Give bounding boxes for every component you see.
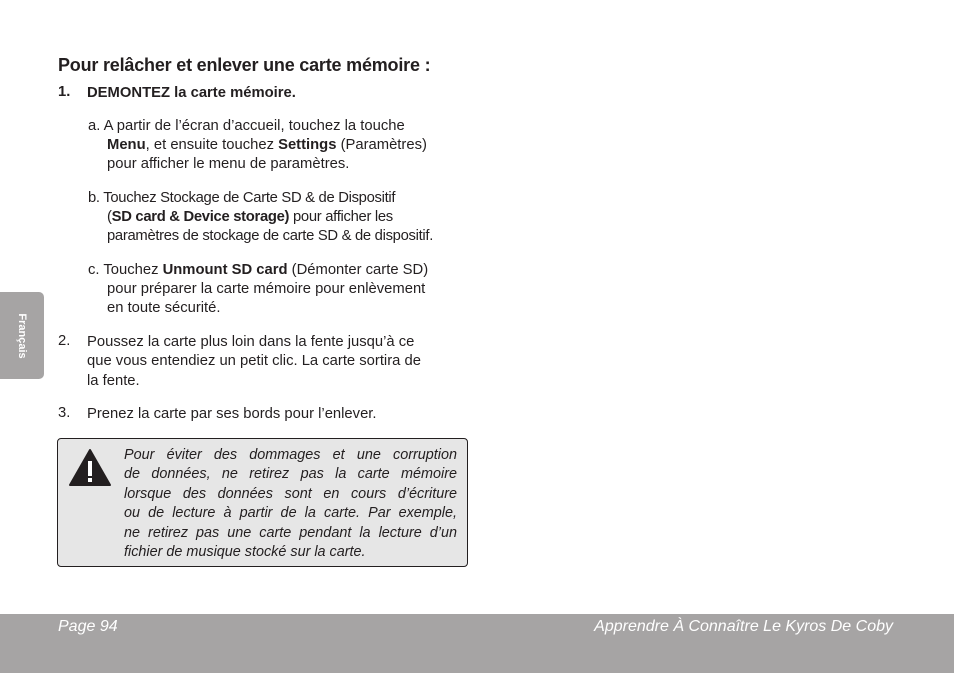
substep-a-line-1: a. A partir de l’écran d’accueil, touchez la touche bbox=[88, 118, 405, 134]
step-1-number: 1. bbox=[58, 84, 71, 100]
language-tab bbox=[0, 292, 44, 379]
step-1-text: DEMONTEZ la carte mémoire. bbox=[87, 85, 296, 101]
warning-line-2: de données, ne retirez pas la carte mémoire bbox=[124, 466, 457, 483]
substep-b-line-1: b. Touchez Stockage de Carte SD & de Dispositif bbox=[88, 190, 396, 206]
settings-keyword: Settings bbox=[278, 137, 337, 153]
warning-line-1: Pour éviter des dommages et une corruption bbox=[124, 447, 457, 463]
substep-a-line-2-text: , et ensuite touchez bbox=[145, 137, 279, 153]
substep-c-line-1 bbox=[88, 261, 428, 280]
warning-line-4: ou de lecture à partir de la carte. Par exemple, bbox=[124, 505, 457, 522]
step-2-line-1: Poussez la carte plus loin dans la fente jusqu’à ce bbox=[87, 334, 415, 350]
substep-c-line-1-pre: c. Touchez bbox=[88, 262, 163, 278]
substep-b-paren: ( bbox=[107, 209, 112, 225]
section-title: Pour relâcher et enlever une carte mémoire : bbox=[58, 55, 431, 75]
warning-line-5: ne retirez pas une carte pendant la lecture d’un bbox=[124, 524, 457, 541]
page-footer bbox=[0, 614, 954, 673]
step-3-text: Prenez la carte par ses bords pour l’enlever. bbox=[87, 406, 377, 422]
warning-line-6: fichier de musique stocké sur la carte. bbox=[124, 544, 366, 561]
language-tab-label: Français bbox=[16, 312, 28, 359]
substep-a-line-3: pour afficher le menu de paramètres. bbox=[107, 156, 350, 172]
page-number: Page 94 bbox=[58, 618, 118, 635]
substep-a-line-2 bbox=[107, 136, 427, 155]
book-title: Apprendre À Connaître Le Kyros De Coby bbox=[594, 618, 893, 635]
warning-line-3: lorsque des données sont en cours d’écriture bbox=[124, 485, 457, 502]
warning-text bbox=[124, 446, 457, 562]
substep-c-line-2: pour préparer la carte mémoire pour enlèvement bbox=[107, 281, 426, 297]
sd-card-device-storage-keyword: SD card & Device storage) bbox=[111, 209, 290, 225]
substep-c-line-1-post: (Démonter carte SD) bbox=[287, 262, 429, 278]
warning-triangle-icon bbox=[68, 448, 112, 488]
step-2-line-3: la fente. bbox=[87, 373, 140, 389]
unmount-sd-card-keyword: Unmount SD card bbox=[162, 262, 288, 278]
step-2-number: 2. bbox=[58, 333, 71, 349]
substep-a-line-2-end: (Paramètres) bbox=[336, 137, 427, 153]
substep-b-line-3: paramètres de stockage de carte SD & de dispositif. bbox=[107, 228, 434, 244]
substep-b-line-2-text: pour afficher les bbox=[289, 209, 393, 225]
step-2-line-2: que vous entendiez un petit clic. La carte sortira de bbox=[87, 353, 421, 369]
menu-keyword: Menu bbox=[107, 137, 146, 153]
substep-b-line-2 bbox=[107, 208, 393, 227]
step-3-number: 3. bbox=[58, 405, 71, 421]
substep-c-line-3: en toute sécurité. bbox=[107, 300, 221, 316]
warning-box bbox=[57, 438, 468, 567]
